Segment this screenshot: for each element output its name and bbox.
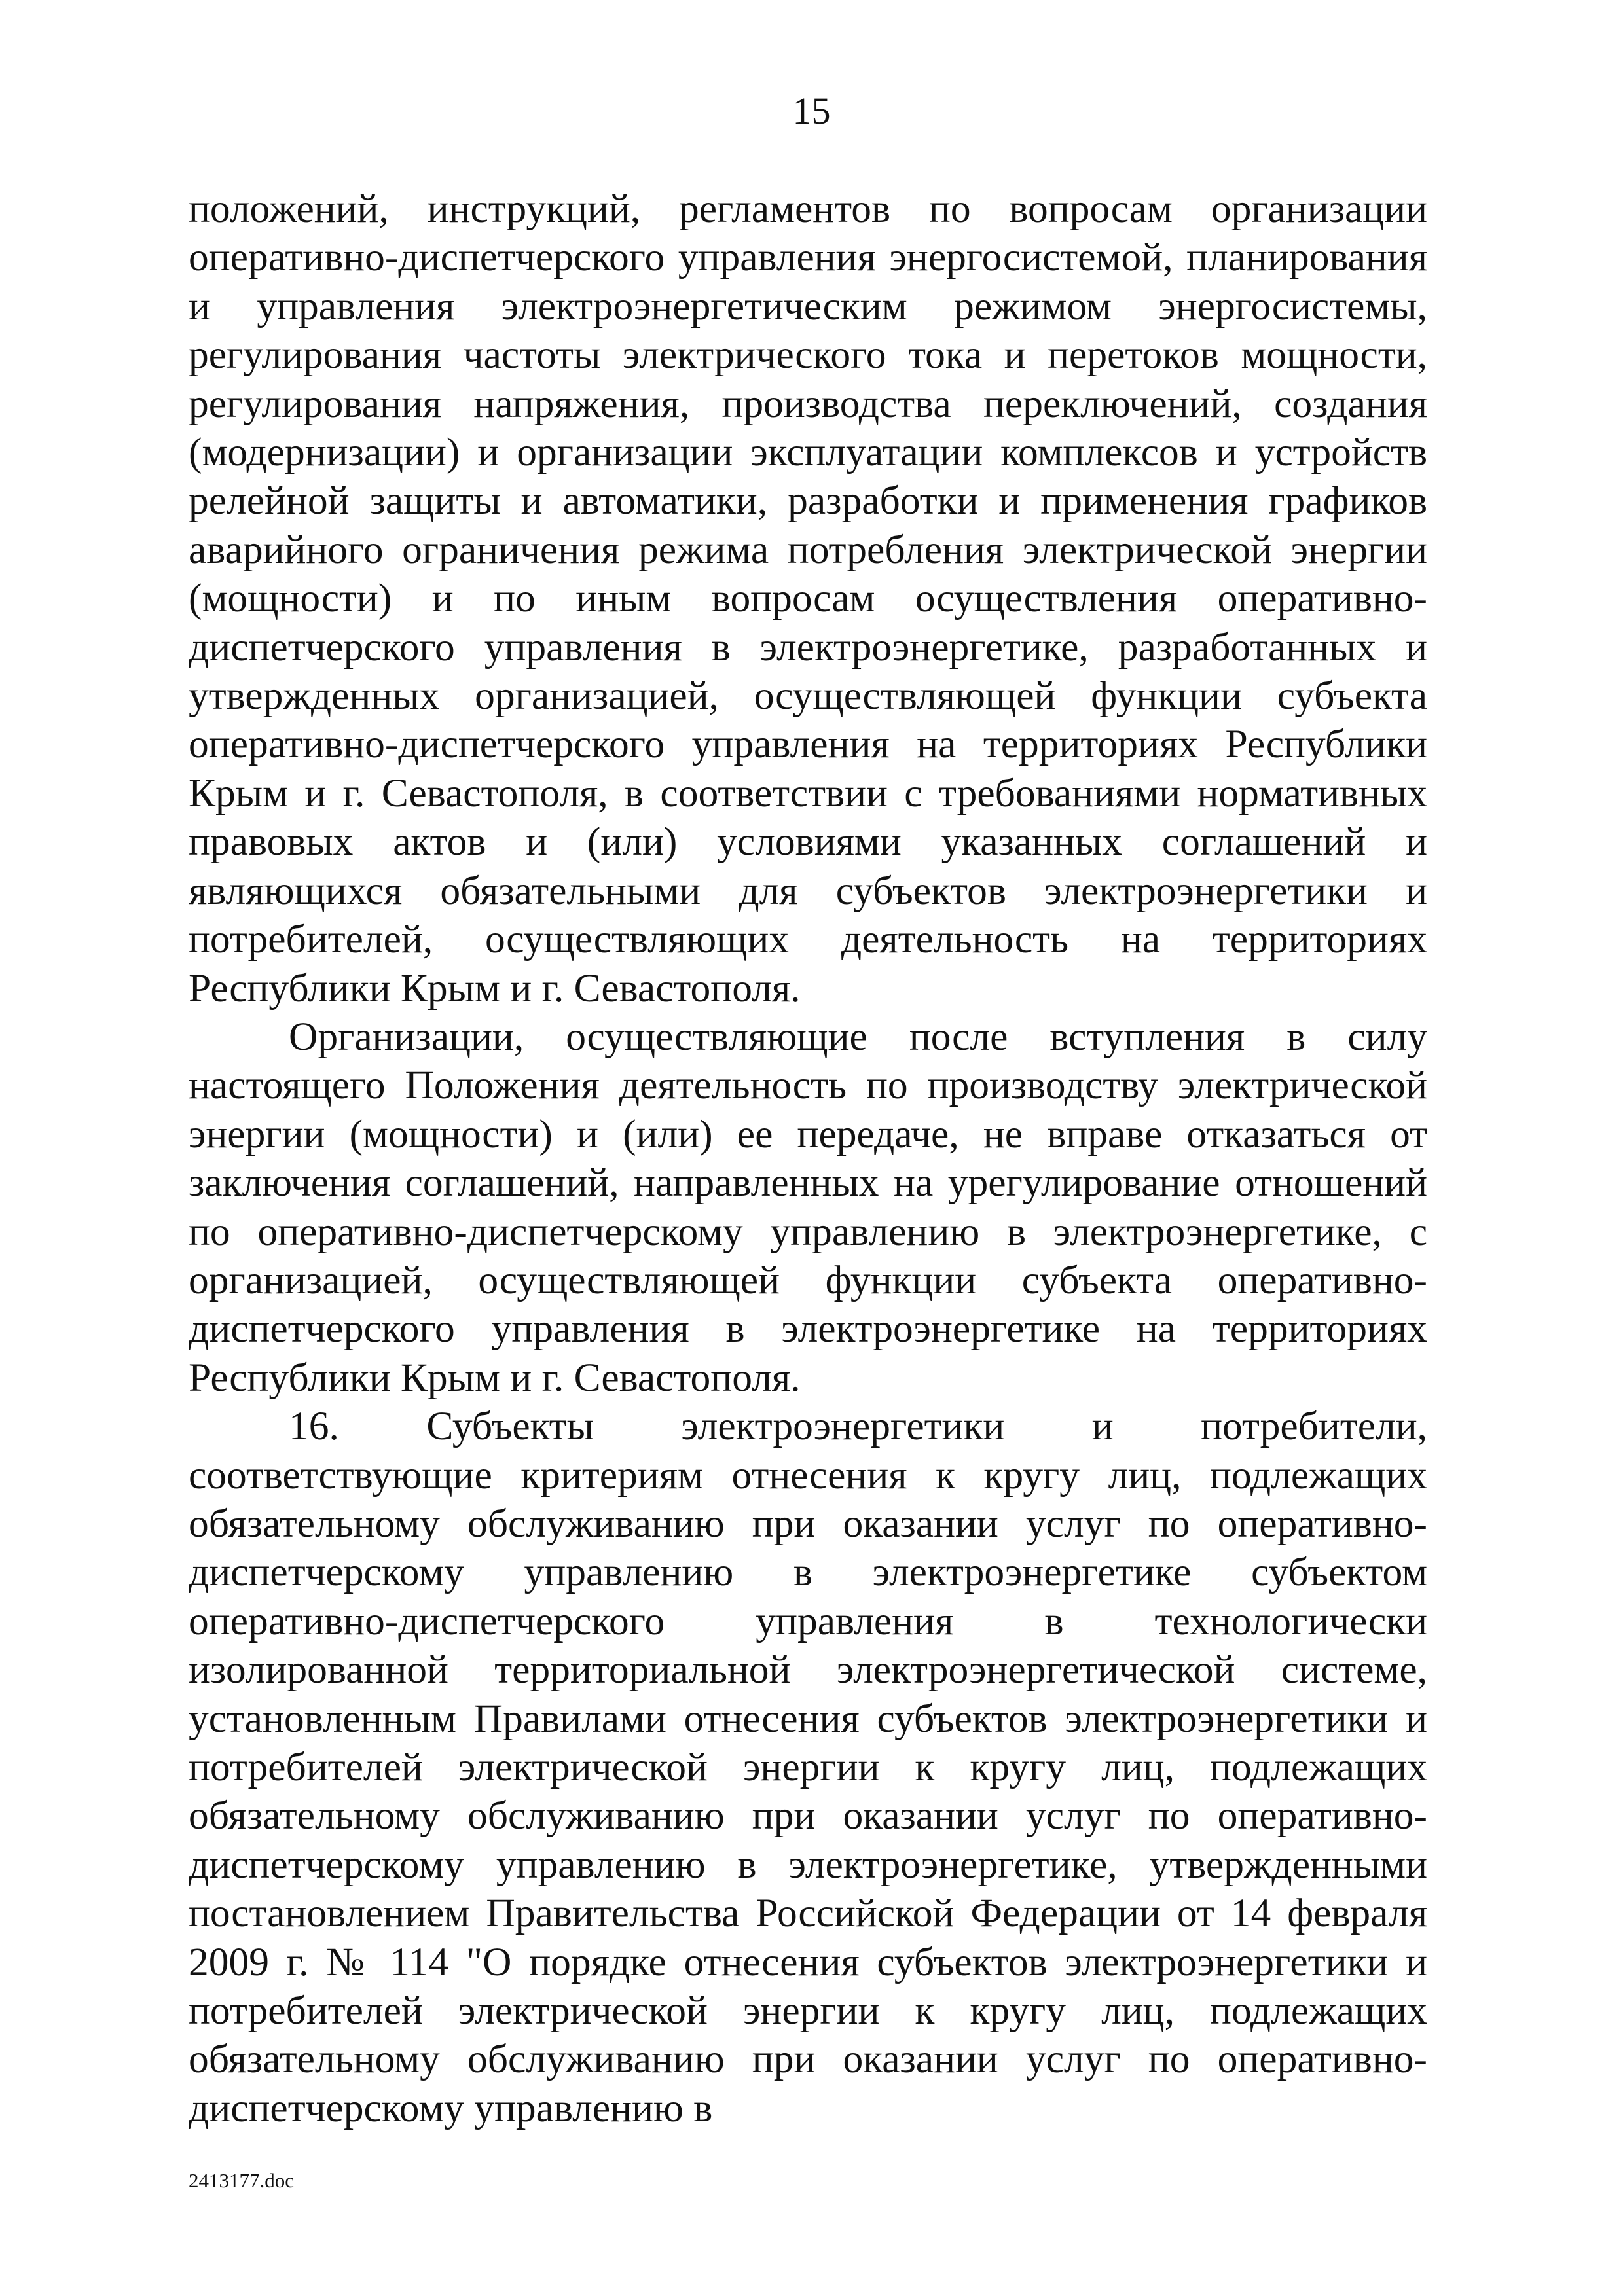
paragraph-item-16: 16. Субъекты электроэнергетики и потребители, соответствующие критериям отнесения к кругу лиц, подлежащих обязательному обслуживанию при оказании услуг по оперативно-диспетчерскому управлению в электроэнергетике субъектом оперативно-диспетчерского управления в технологически изолированной территориальной электроэнергетической системе, установленным Правилами отнесения субъектов электроэнергетики и потребителей электрической энергии к кругу лиц, подлежащих обязательному обслуживанию при оказании услуг по оперативно-диспетчерскому управлению в электроэнергетике, утвержденными постановлением Правительства Российской Федерации от 14 февраля 2009 г. № 114 "О порядке отнесения субъектов электроэнергетики и потребителей электрической энергии к кругу лиц, подлежащих обязательному обслуживанию при оказании услуг по оперативно-диспетчерскому управлению в [189,1404,1427,2130]
paragraph-organizations: Организации, осуществляющие после вступления в силу настоящего Положения деятельность по производству электрической энергии (мощности) и (или) ее передаче, не вправе отказаться от заключения соглашений, направленных на урегулирование отношений по оперативно-диспетчерскому управлению в электроэнергетике, с организацией, осуществляющей функции субъекта оперативно-диспетчерского управления в электроэнергетике на территориях Республики Крым и г. Севастополя. [189,1014,1427,1400]
page-number: 15 [792,90,831,132]
document-body [189,185,1427,2132]
paragraph-continuation: положений, инструкций, регламентов по вопросам организации оперативно-диспетчерского управления энергосистемой, планирования и управления электроэнергетическим режимом энергосистемы, регулирования частоты электрического тока и перетоков мощности, регулирования напряжения, производства переключений, создания (модернизации) и организации эксплуатации комплексов и устройств релейной защиты и автоматики, разработки и применения графиков аварийного ограничения режима потребления электрической энергии (мощности) и по иным вопросам осуществления оперативно-диспетчерского управления в электроэнергетике, разработанных и утвержденных организацией, осуществляющей функции субъекта оперативно-диспетчерского управления на территориях Республики Крым и г. Севастополя, в соответствии с требованиями нормативных правовых актов и (или) условиями указанных соглашений и являющихся обязательными для субъектов электроэнергетики и потребителей, осуществляющих деятельность на территориях Республики Крым и г. Севастополя. [189,187,1427,1011]
footer-file-name: 2413177.doc [189,2169,295,2192]
